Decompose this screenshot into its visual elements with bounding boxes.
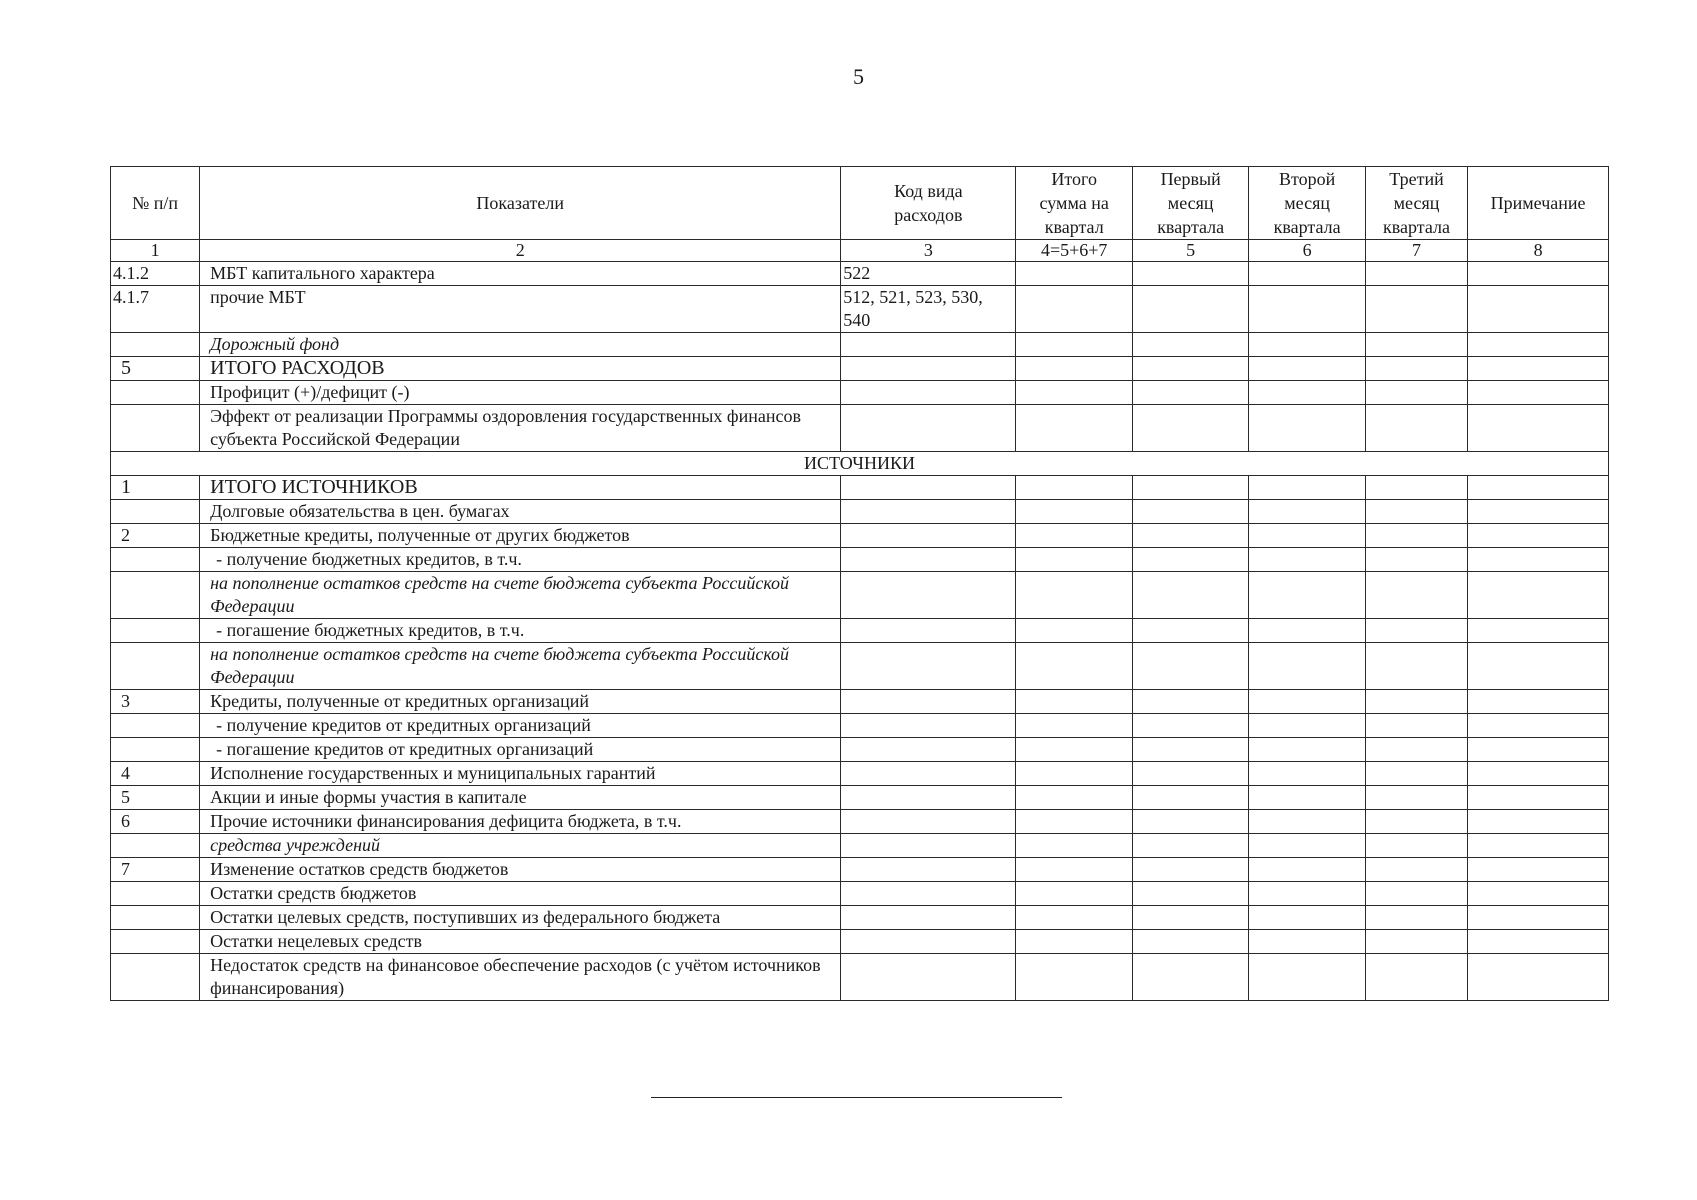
header-cell: Примечание (1468, 167, 1609, 240)
row-number: 5 (111, 357, 200, 381)
row-label: Кредиты, полученные от кредитных организаций (200, 690, 841, 714)
row-label: Профицит (+)/дефицит (-) (200, 381, 841, 405)
expense-code: 522 (841, 262, 1016, 286)
header-cell: Первый месяц квартала (1132, 167, 1248, 240)
row-number (111, 930, 200, 954)
row-label: на пополнение остатков средств на счете бюджета субъекта Российской Федерации (200, 643, 841, 690)
row-number (111, 882, 200, 906)
row-number: 2 (111, 524, 200, 548)
table-row (111, 619, 1609, 643)
row-label: Остатки средств бюджетов (200, 882, 841, 906)
table-row (111, 906, 1609, 930)
header-cell: Показатели (200, 167, 841, 240)
row-number: 7 (111, 858, 200, 882)
footer-divider (651, 1097, 1062, 1098)
row-label: средства учреждений (200, 834, 841, 858)
row-label: - получение бюджетных кредитов, в т.ч. (200, 548, 841, 572)
table-row (111, 357, 1609, 381)
row-number: 4 (111, 762, 200, 786)
table-row (111, 858, 1609, 882)
column-number-row (111, 240, 1609, 262)
column-number: 5 (1132, 240, 1248, 262)
expense-code (841, 381, 1016, 405)
row-label: Бюджетные кредиты, полученные от других бюджетов (200, 524, 841, 548)
header-cell: № п/п (111, 167, 200, 240)
table-row (111, 524, 1609, 548)
row-number: 4.1.2 (111, 262, 200, 286)
table-row (111, 930, 1609, 954)
row-label: на пополнение остатков средств на счете бюджета субъекта Российской Федерации (200, 572, 841, 619)
table-row (111, 643, 1609, 690)
row-label: Прочие источники финансирования дефицита бюджета, в т.ч. (200, 810, 841, 834)
row-number (111, 954, 200, 1001)
row-label: прочие МБТ (200, 286, 841, 333)
row-label: Дорожный фонд (200, 333, 841, 357)
row-number (111, 738, 200, 762)
expense-code (841, 357, 1016, 381)
row-number (111, 619, 200, 643)
expense-code (841, 333, 1016, 357)
table-row (111, 954, 1609, 1001)
row-label: Остатки целевых средств, поступивших из федерального бюджета (200, 906, 841, 930)
row-number (111, 548, 200, 572)
expense-code: 512, 521, 523, 530, 540 (841, 286, 1016, 333)
column-number: 6 (1249, 240, 1365, 262)
table-row (111, 262, 1609, 286)
row-label: Недостаток средств на финансовое обеспечение расходов (с учётом источников финансирования) (200, 954, 841, 1001)
row-number: 5 (111, 786, 200, 810)
row-label: Эффект от реализации Программы оздоровления государственных финансов субъекта Российской Федерации (200, 405, 841, 452)
header-cell: Итого сумма на квартал (1016, 167, 1132, 240)
table-row (111, 548, 1609, 572)
table-row (111, 738, 1609, 762)
row-label: - погашение бюджетных кредитов, в т.ч. (200, 619, 841, 643)
row-number (111, 643, 200, 690)
expense-code (841, 405, 1016, 452)
table-row (111, 405, 1609, 452)
table-row (111, 333, 1609, 357)
table-row (111, 476, 1609, 500)
table-row (111, 762, 1609, 786)
table-row (111, 500, 1609, 524)
row-label: - погашение кредитов от кредитных организаций (200, 738, 841, 762)
row-number (111, 333, 200, 357)
row-number: 1 (111, 476, 200, 500)
table-row (111, 690, 1609, 714)
column-number: 3 (841, 240, 1016, 262)
row-number (111, 405, 200, 452)
table-row (111, 714, 1609, 738)
column-number: 1 (111, 240, 200, 262)
row-number: 4.1.7 (111, 286, 200, 333)
budget-table (110, 166, 1609, 1001)
row-label: Исполнение государственных и муниципальных гарантий (200, 762, 841, 786)
table-row (111, 834, 1609, 858)
section-row (111, 452, 1609, 476)
row-label: ИТОГО ИСТОЧНИКОВ (200, 476, 841, 500)
row-label: Долговые обязательства в цен. бумагах (200, 500, 841, 524)
row-number (111, 834, 200, 858)
table-row (111, 810, 1609, 834)
row-label: Акции и иные формы участия в капитале (200, 786, 841, 810)
row-number: 6 (111, 810, 200, 834)
row-number (111, 906, 200, 930)
row-number: 3 (111, 690, 200, 714)
column-number: 4=5+6+7 (1016, 240, 1132, 262)
row-number (111, 381, 200, 405)
table-row (111, 286, 1609, 333)
column-number: 8 (1468, 240, 1609, 262)
row-label: МБТ капитального характера (200, 262, 841, 286)
header-cell: Второй месяц квартала (1249, 167, 1365, 240)
table-row (111, 882, 1609, 906)
row-label: Изменение остатков средств бюджетов (200, 858, 841, 882)
section-title: ИСТОЧНИКИ (111, 452, 1609, 476)
header-cell: Третий месяц квартала (1365, 167, 1467, 240)
column-number: 2 (200, 240, 841, 262)
table-row (111, 572, 1609, 619)
header-cell: Код вида расходов (841, 167, 1016, 240)
row-number (111, 572, 200, 619)
column-number: 7 (1365, 240, 1467, 262)
page-number: 5 (853, 64, 864, 89)
row-label: - получение кредитов от кредитных организаций (200, 714, 841, 738)
header-row (111, 167, 1609, 240)
table-row (111, 381, 1609, 405)
row-label: ИТОГО РАСХОДОВ (200, 357, 841, 381)
row-number (111, 500, 200, 524)
row-label: Остатки нецелевых средств (200, 930, 841, 954)
table-row (111, 786, 1609, 810)
row-number (111, 714, 200, 738)
